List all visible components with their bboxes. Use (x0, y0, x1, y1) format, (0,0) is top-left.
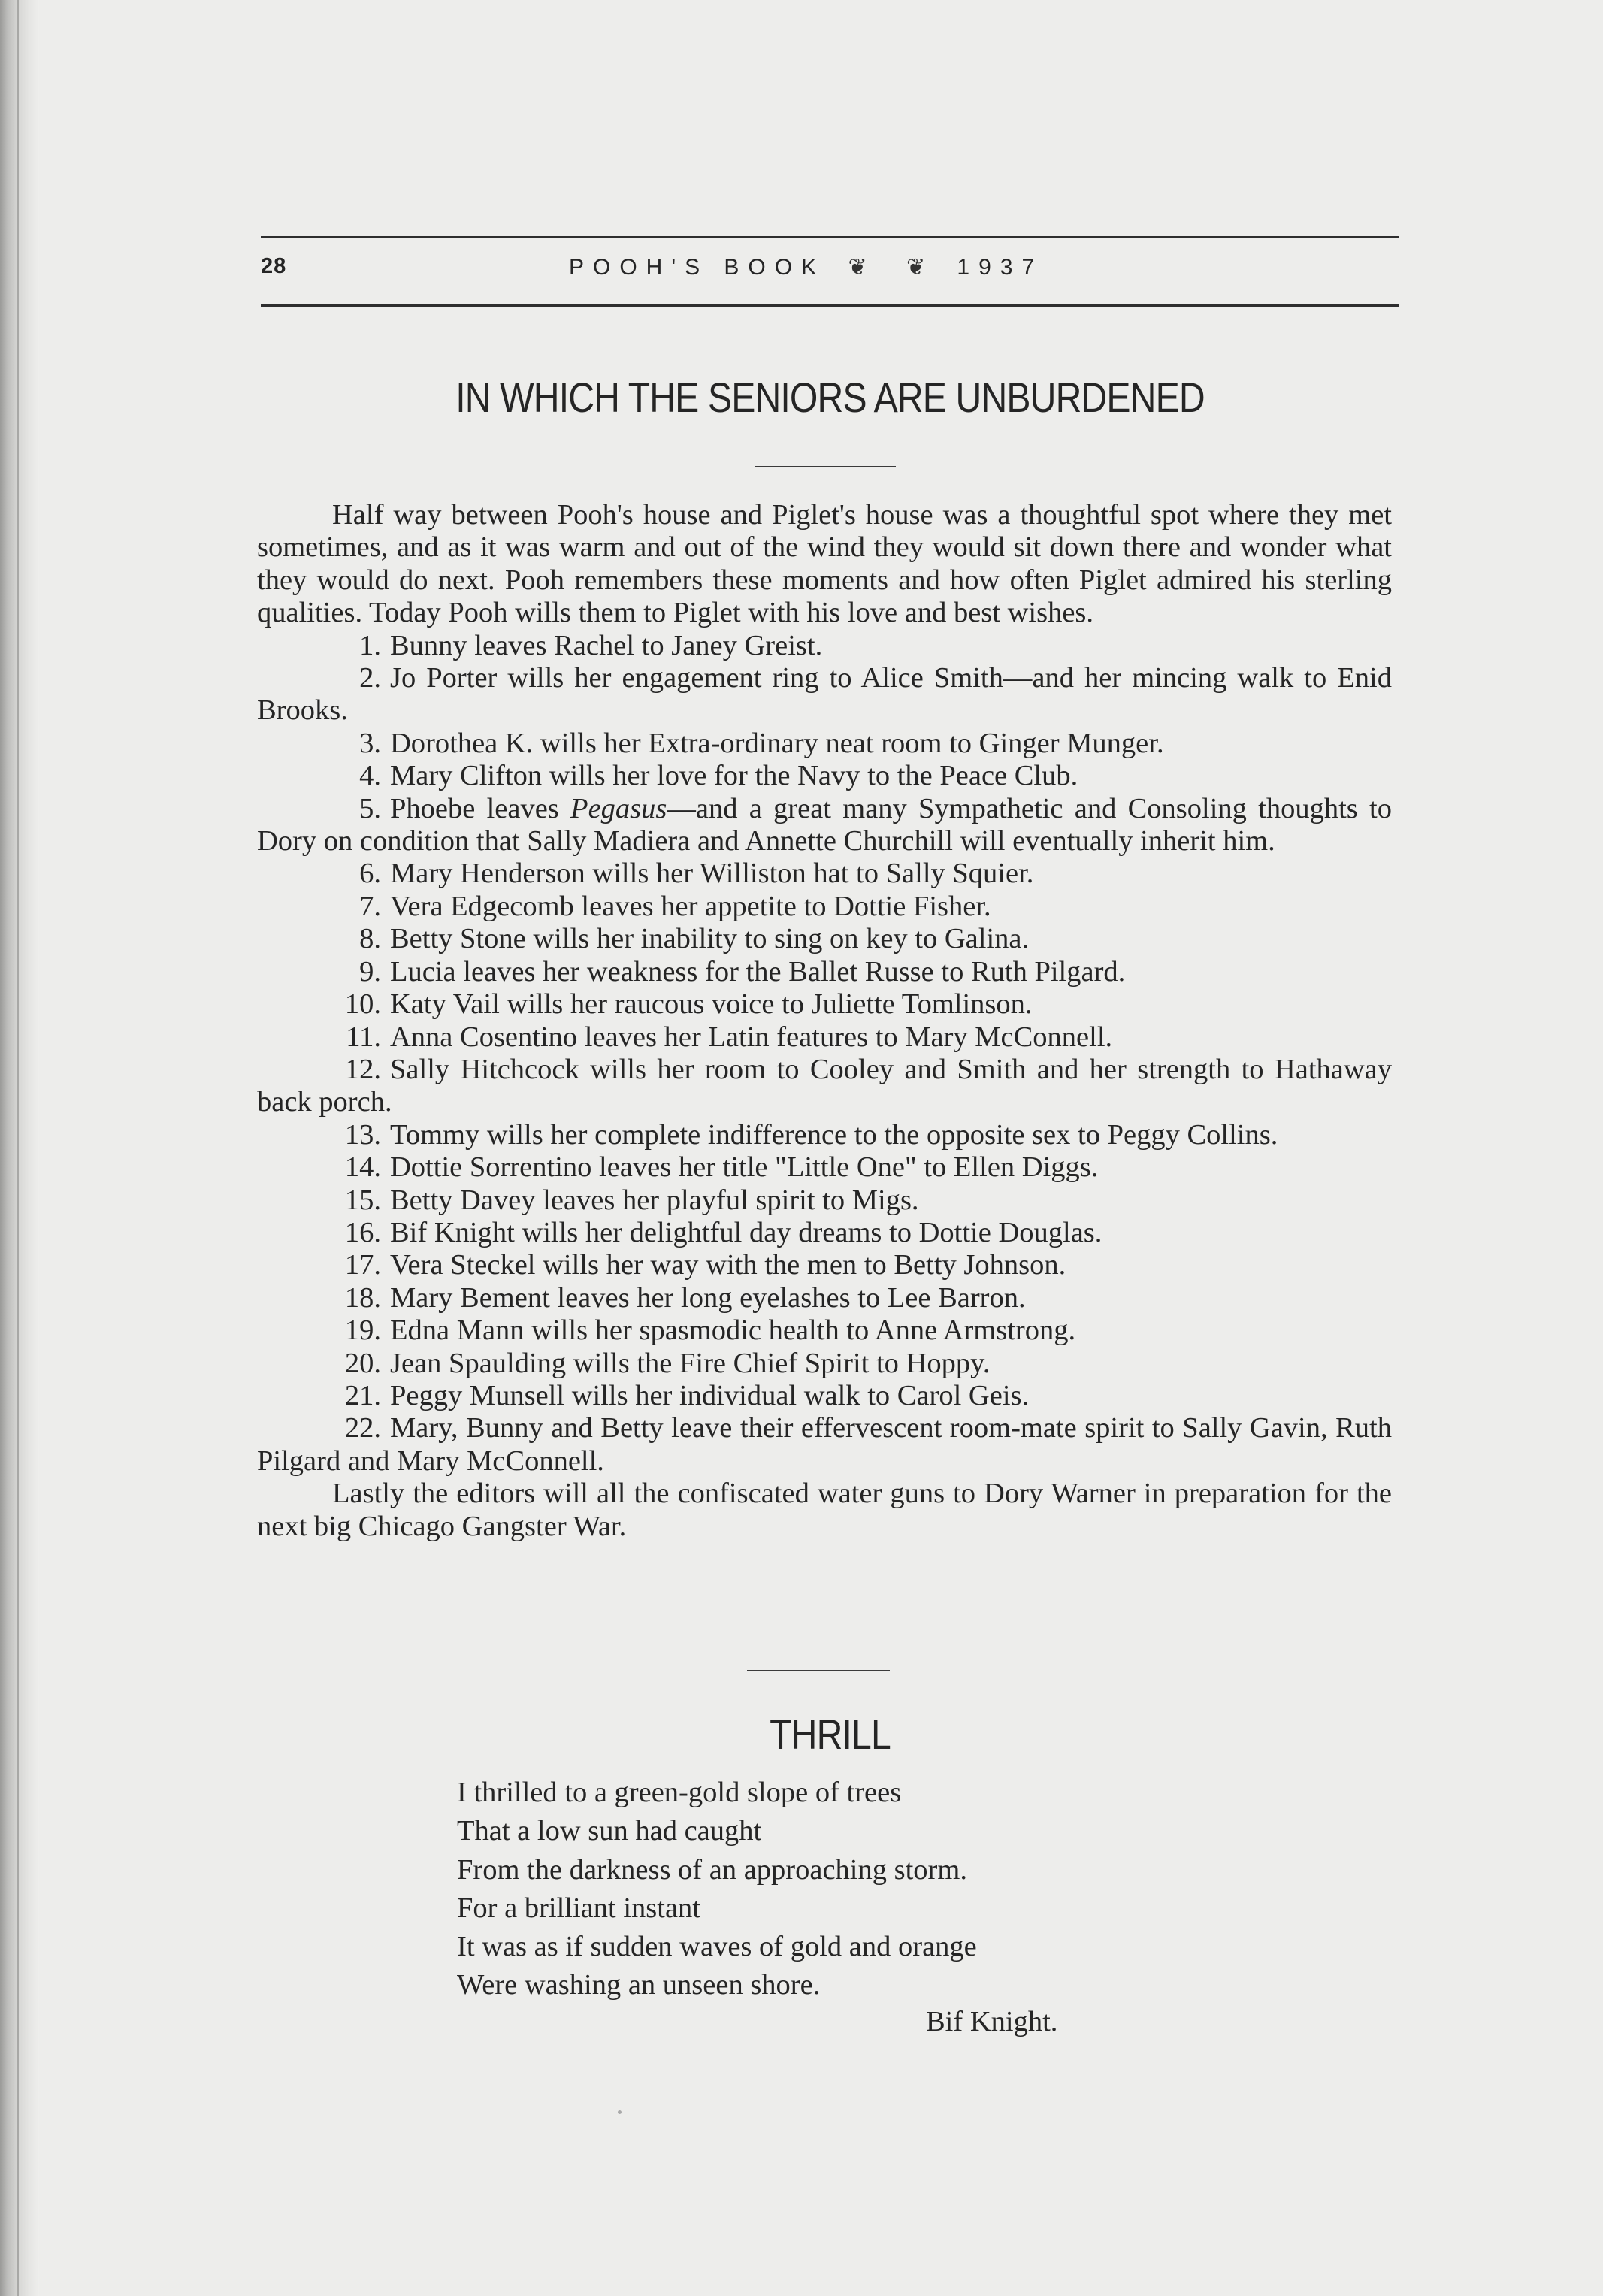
item-text: Mary Bement leaves her long eyelashes to Lee Barron. (390, 1281, 1026, 1314)
item-text: Vera Edgecomb leaves her appetite to Dottie Fisher. (390, 890, 991, 922)
item-number: 13. (344, 1118, 381, 1151)
poem-line: I thrilled to a green-gold slope of trees (457, 1777, 902, 1808)
item-text: Vera Steckel wills her way with the men to Betty Johnson. (390, 1249, 1066, 1281)
item-text-part: —and a great many Sympathetic and Consoling thoughts to Dory on condition that Sally Madiera and Annette Churchill will eventually inherit him. (257, 792, 1392, 858)
item-text: Lucia leaves her weakness for the Ballet Russe to Ruth Pilgard. (390, 955, 1126, 988)
article-title: IN WHICH THE SENIORS ARE UNBURDENED (455, 374, 1205, 421)
leaf-ornament-icon: ❦ (906, 255, 935, 280)
section-divider (755, 466, 896, 467)
article-body (257, 499, 1392, 1543)
poem-title: THRILL (770, 1711, 891, 1758)
list-item (257, 1119, 1392, 1151)
header-rule-top (261, 236, 1399, 238)
item-number: 7. (359, 890, 381, 922)
item-number: 21. (344, 1379, 381, 1411)
item-text: Katy Vail wills her raucous voice to Juliette Tomlinson. (390, 988, 1033, 1021)
item-text: Peggy Munsell wills her individual walk to Carol Geis. (390, 1379, 1030, 1411)
book-title-line (569, 254, 1043, 280)
list-item (257, 1348, 1392, 1380)
item-text: Betty Davey leaves her playful spirit to Migs. (390, 1184, 919, 1216)
poem-line: That a low sun had caught (457, 1815, 762, 1847)
bequest-list (257, 630, 1392, 1478)
item-text: Dottie Sorrentino leaves her title "Little One" to Ellen Diggs. (390, 1151, 1099, 1184)
item-text: Mary Clifton wills her love for the Navy to the Peace Club. (390, 760, 1078, 792)
poem-line: Were washing an unseen shore. (457, 1969, 821, 2001)
list-item (257, 1217, 1392, 1249)
item-number: 11. (346, 1021, 381, 1053)
item-number: 19. (344, 1314, 381, 1347)
item-italic-title: Pegasus (570, 792, 667, 824)
paper-speck (618, 2110, 622, 2114)
list-item (257, 891, 1392, 923)
header-rule-bottom (261, 304, 1399, 307)
list-item (257, 793, 1392, 858)
item-number: 12. (344, 1053, 381, 1085)
item-text: Jo Porter wills her engagement ring to Alice Smith—and her mincing walk to Enid Brooks. (257, 662, 1392, 727)
list-item (257, 630, 1392, 662)
item-text: Dorothea K. wills her Extra-ordinary neat room to Ginger Munger. (390, 727, 1164, 759)
item-text: Bif Knight wills her delightful day dreams to Dottie Douglas. (390, 1216, 1102, 1248)
list-item (257, 1412, 1392, 1478)
list-item (257, 1380, 1392, 1412)
item-text: Bunny leaves Rachel to Janey Greist. (390, 629, 823, 661)
item-number: 6. (359, 858, 381, 890)
list-item (257, 1054, 1392, 1119)
item-number: 3. (359, 727, 381, 759)
item-number: 10. (344, 988, 381, 1021)
item-text (257, 793, 1392, 857)
item-number: 16. (344, 1216, 381, 1248)
leaf-ornament-icon: ❦ (848, 255, 876, 280)
item-number: 14. (344, 1151, 381, 1184)
item-number: 9. (359, 955, 381, 988)
page-gutter (0, 0, 39, 2296)
list-item (257, 1021, 1392, 1054)
poem-body (457, 1774, 1208, 2005)
list-item (257, 1184, 1392, 1217)
list-item (257, 1282, 1392, 1314)
item-number: 18. (344, 1281, 381, 1314)
item-text: Tommy wills her complete indifference to the opposite sex to Peggy Collins. (390, 1118, 1278, 1151)
list-item (257, 1314, 1392, 1347)
item-number: 22. (344, 1412, 381, 1444)
page (39, 0, 1603, 2296)
item-number: 4. (359, 760, 381, 792)
list-item (257, 728, 1392, 760)
list-item (257, 988, 1392, 1021)
item-text: Anna Cosentino leaves her Latin features to Mary McConnell. (390, 1021, 1113, 1053)
poem-line: For a brilliant instant (457, 1892, 700, 1924)
page-number: 28 (261, 254, 287, 278)
item-number: 5. (359, 792, 381, 824)
item-number: 15. (344, 1184, 381, 1216)
list-item (257, 662, 1392, 728)
item-number: 17. (344, 1249, 381, 1281)
item-text: Mary, Bunny and Betty leave their effervescent room-mate spirit to Sally Gavin, Ruth Pilgard and Mary McConnell. (257, 1412, 1392, 1477)
poem-author: Bif Knight. (926, 2006, 1058, 2037)
list-item (257, 858, 1392, 890)
item-number: 8. (359, 923, 381, 955)
closing-paragraph: Lastly the editors will all the confiscated water guns to Dory Warner in preparation for the next big Chicago Gangster War. (257, 1478, 1392, 1542)
poem-line: From the darkness of an approaching storm. (457, 1853, 967, 1886)
book-title: POOH'S BOOK (569, 255, 826, 280)
item-text: Jean Spaulding wills the Fire Chief Spirit to Hoppy. (390, 1347, 991, 1379)
item-number: 20. (344, 1347, 381, 1379)
list-item (257, 956, 1392, 988)
item-text: Mary Henderson wills her Williston hat to Sally Squier. (390, 858, 1034, 890)
item-number: 2. (359, 662, 381, 694)
list-item (257, 923, 1392, 955)
book-year: 1937 (957, 255, 1044, 280)
section-divider (747, 1670, 890, 1671)
item-text: Betty Stone wills her inability to sing on key to Galina. (390, 923, 1030, 955)
item-text: Sally Hitchcock wills her room to Cooley and Smith and her strength to Hathaway back porch. (257, 1053, 1392, 1118)
item-text-part: Phoebe leaves (390, 792, 571, 824)
list-item (257, 760, 1392, 792)
intro-paragraph: Half way between Pooh's house and Piglet's house was a thoughtful spot where they met sometimes, and as it was warm and out of the wind they would sit down there and wonder what they would do next. Pooh remembers these moments and how often Piglet admired his sterling qualities. Today Pooh wills them to Piglet with his love and best wishes. (257, 499, 1392, 629)
poem-line: It was as if sudden waves of gold and orange (457, 1931, 977, 1963)
list-item (257, 1151, 1392, 1184)
running-head (261, 254, 1399, 292)
item-text: Edna Mann wills her spasmodic health to Anne Armstrong. (390, 1314, 1076, 1347)
list-item (257, 1249, 1392, 1281)
item-number: 1. (359, 629, 381, 661)
